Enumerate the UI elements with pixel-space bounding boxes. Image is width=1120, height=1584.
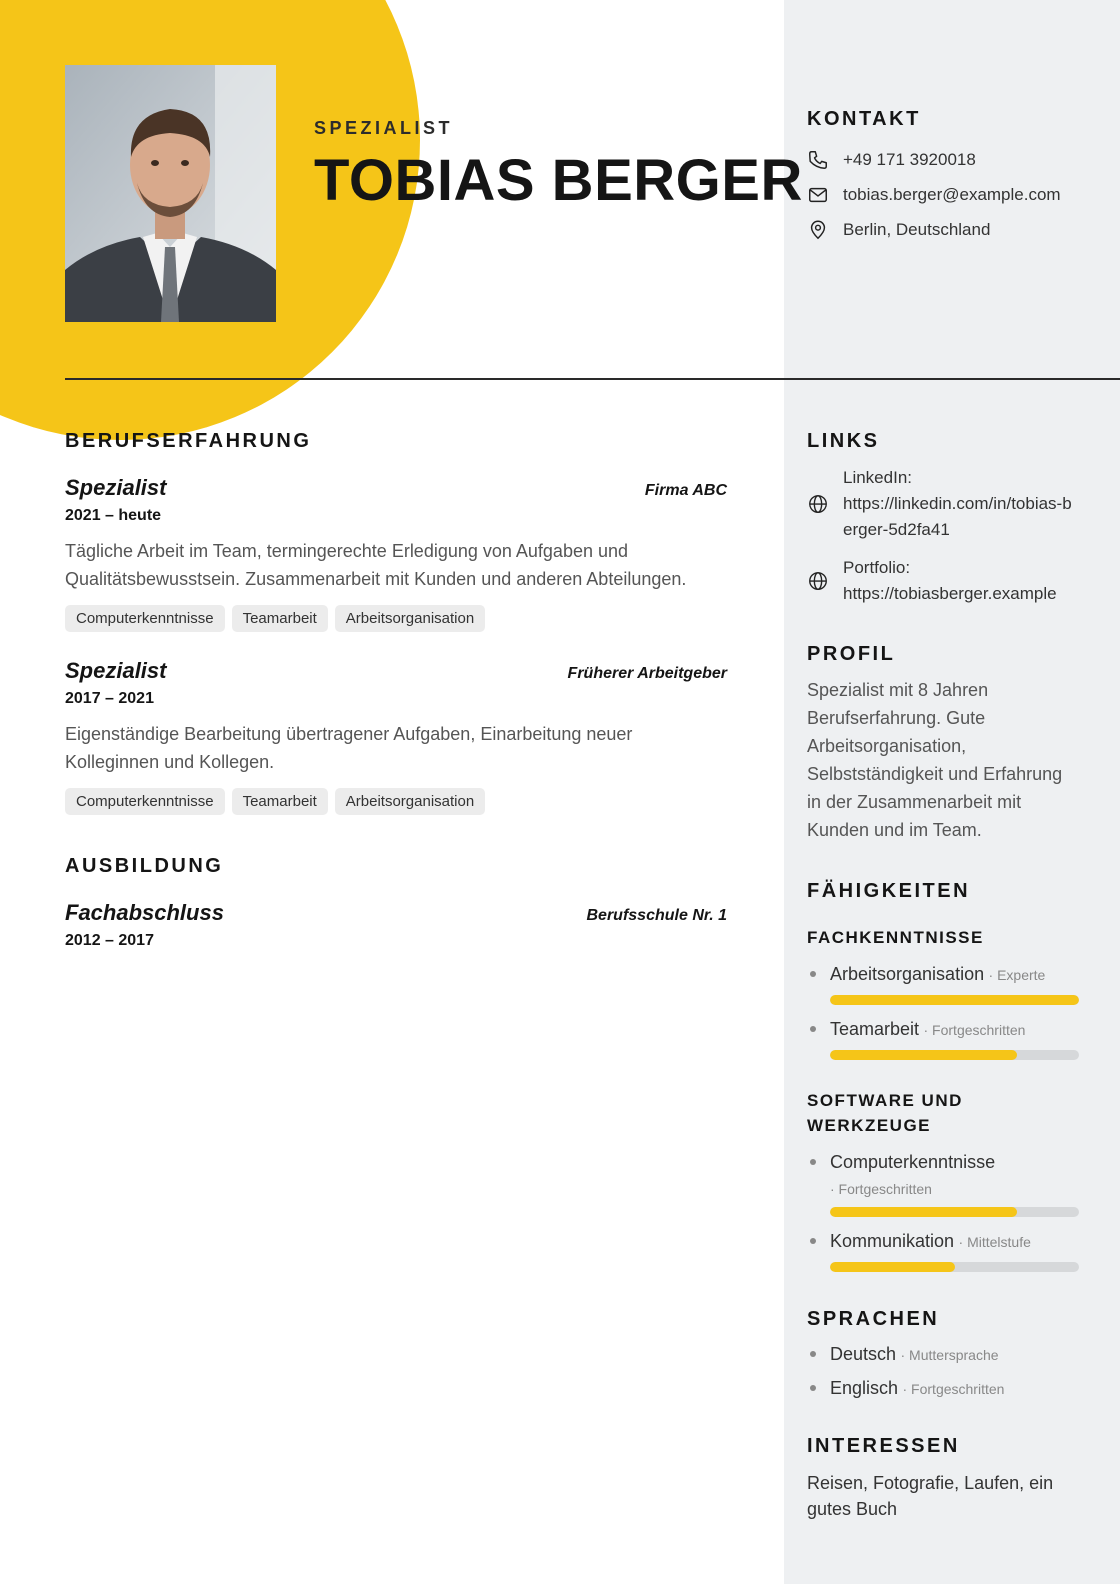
skill-tag: Arbeitsorganisation [335,605,485,632]
header [314,118,803,214]
skill-tag: Computerkenntnisse [65,788,225,815]
skill-item [807,1152,1079,1217]
skill-tag: Teamarbeit [232,788,328,815]
skill-group-title: FACHKENNTNISSE [807,928,984,947]
job-entry [65,475,727,632]
contact-phone[interactable] [807,149,1107,171]
job-entry [65,658,727,815]
portrait-image [65,65,276,322]
globe-icon [807,493,829,515]
education-degree: Fachabschluss [65,900,224,925]
link-linkedin[interactable] [807,465,1079,543]
skill-level: · Fortgeschritten [830,1181,932,1197]
skill-item [807,1231,1079,1272]
contact-title: KONTAKT [807,108,921,130]
skill-bar-fill [830,1262,955,1272]
skill-level: · Mittelstufe [958,1234,1031,1250]
job-company: Firma ABC [644,482,727,499]
skill-tag: Computerkenntnisse [65,605,225,632]
contact-location [807,219,1107,241]
link-label: LinkedIn: [843,468,912,487]
language-item [807,1378,1079,1399]
link-url[interactable]: https://linkedin.com/in/tobias-berger-5d2fa41 [843,494,1072,539]
bullet-dot [810,1351,816,1357]
profile-text: Spezialist mit 8 Jahren Berufserfahrung. Gute Arbeitsorganisation, Selbstständigkeit und Erfahrung in der Zusammenarbeit mit Kunden und im Team. [807,680,1063,840]
languages-title: SPRACHEN [807,1308,940,1330]
job-description: Tägliche Arbeit im Team, termingerechte Erledigung von Aufgaben und Qualitätsbewusstsein. Zusammenarbeit mit Kunden und anderen Abteilungen. [65,541,687,589]
contact-email[interactable] [807,184,1107,206]
interests-text: Reisen, Fotografie, Laufen, ein gutes Buch [807,1473,1054,1519]
skill-tag: Teamarbeit [232,605,328,632]
globe-icon [807,570,829,592]
language-level: · Muttersprache [900,1347,999,1363]
bullet-dot [810,1026,816,1032]
skills-title: FÄHIGKEITEN [807,880,971,902]
skill-bar [830,995,1079,1005]
skill-tag: Arbeitsorganisation [335,788,485,815]
language-level: · Fortgeschritten [902,1381,1005,1397]
skill-bar-fill [830,1050,1017,1060]
language-item [807,1344,1079,1365]
skill-name: Teamarbeit [830,1019,920,1039]
job-title: Spezialist [65,475,167,500]
main-column [65,430,727,950]
skill-item [807,1019,1079,1060]
experience-title: BERUFSERFAHRUNG [65,430,312,452]
link-url[interactable]: https://tobiasberger.example [843,584,1057,603]
job-subtitle: SPEZIALIST [314,118,454,138]
skill-name: Arbeitsorganisation [830,964,985,984]
skill-bar [830,1262,1079,1272]
person-name: TOBIAS BERGER [314,148,803,213]
skill-bar-fill [830,995,1079,1005]
education-dates: 2012 – 2017 [65,932,154,949]
bullet-dot [810,1159,816,1165]
job-description: Eigenständige Bearbeitung übertragener Aufgaben, Einarbeitung neuer Kolleginnen und Kollegen. [65,724,633,772]
skill-name: Kommunikation [830,1231,955,1251]
language-name: Englisch [830,1378,899,1398]
location-pin-icon [807,219,829,241]
language-name: Deutsch [830,1344,897,1364]
education-entry [65,900,727,950]
education-school: Berufsschule Nr. 1 [586,907,727,924]
skill-item [807,964,1079,1005]
bullet-dot [810,1385,816,1391]
skill-level: · Experte [988,967,1046,983]
skill-name: Computerkenntnisse [830,1152,996,1172]
contact-section [807,108,1107,241]
email-text: tobias.berger@example.com [843,185,1061,204]
job-dates: 2017 – 2021 [65,690,154,707]
links-title: LINKS [807,430,880,452]
job-company: Früherer Arbeitgeber [567,665,727,682]
interests-title: INTERESSEN [807,1435,960,1457]
skill-bar-fill [830,1207,1017,1217]
job-title: Spezialist [65,658,167,683]
job-dates: 2021 – heute [65,507,162,524]
header-divider [65,378,1120,380]
bullet-dot [810,971,816,977]
link-label: Portfolio: [843,558,911,577]
bullet-dot [810,1238,816,1244]
mail-icon [807,184,829,206]
profile-title: PROFIL [807,643,896,665]
skill-group-title: SOFTWARE UND WERKZEUGE [807,1091,963,1135]
link-portfolio[interactable] [807,555,1079,607]
sidebar-column [807,430,1079,1522]
phone-text: +49 171 3920018 [843,150,976,169]
skill-bar [830,1050,1079,1060]
profile-photo [65,65,276,322]
location-text: Berlin, Deutschland [843,220,991,239]
skill-level: · Fortgeschritten [923,1022,1026,1038]
education-title: AUSBILDUNG [65,855,224,877]
phone-icon [807,149,829,171]
skill-bar [830,1207,1079,1217]
